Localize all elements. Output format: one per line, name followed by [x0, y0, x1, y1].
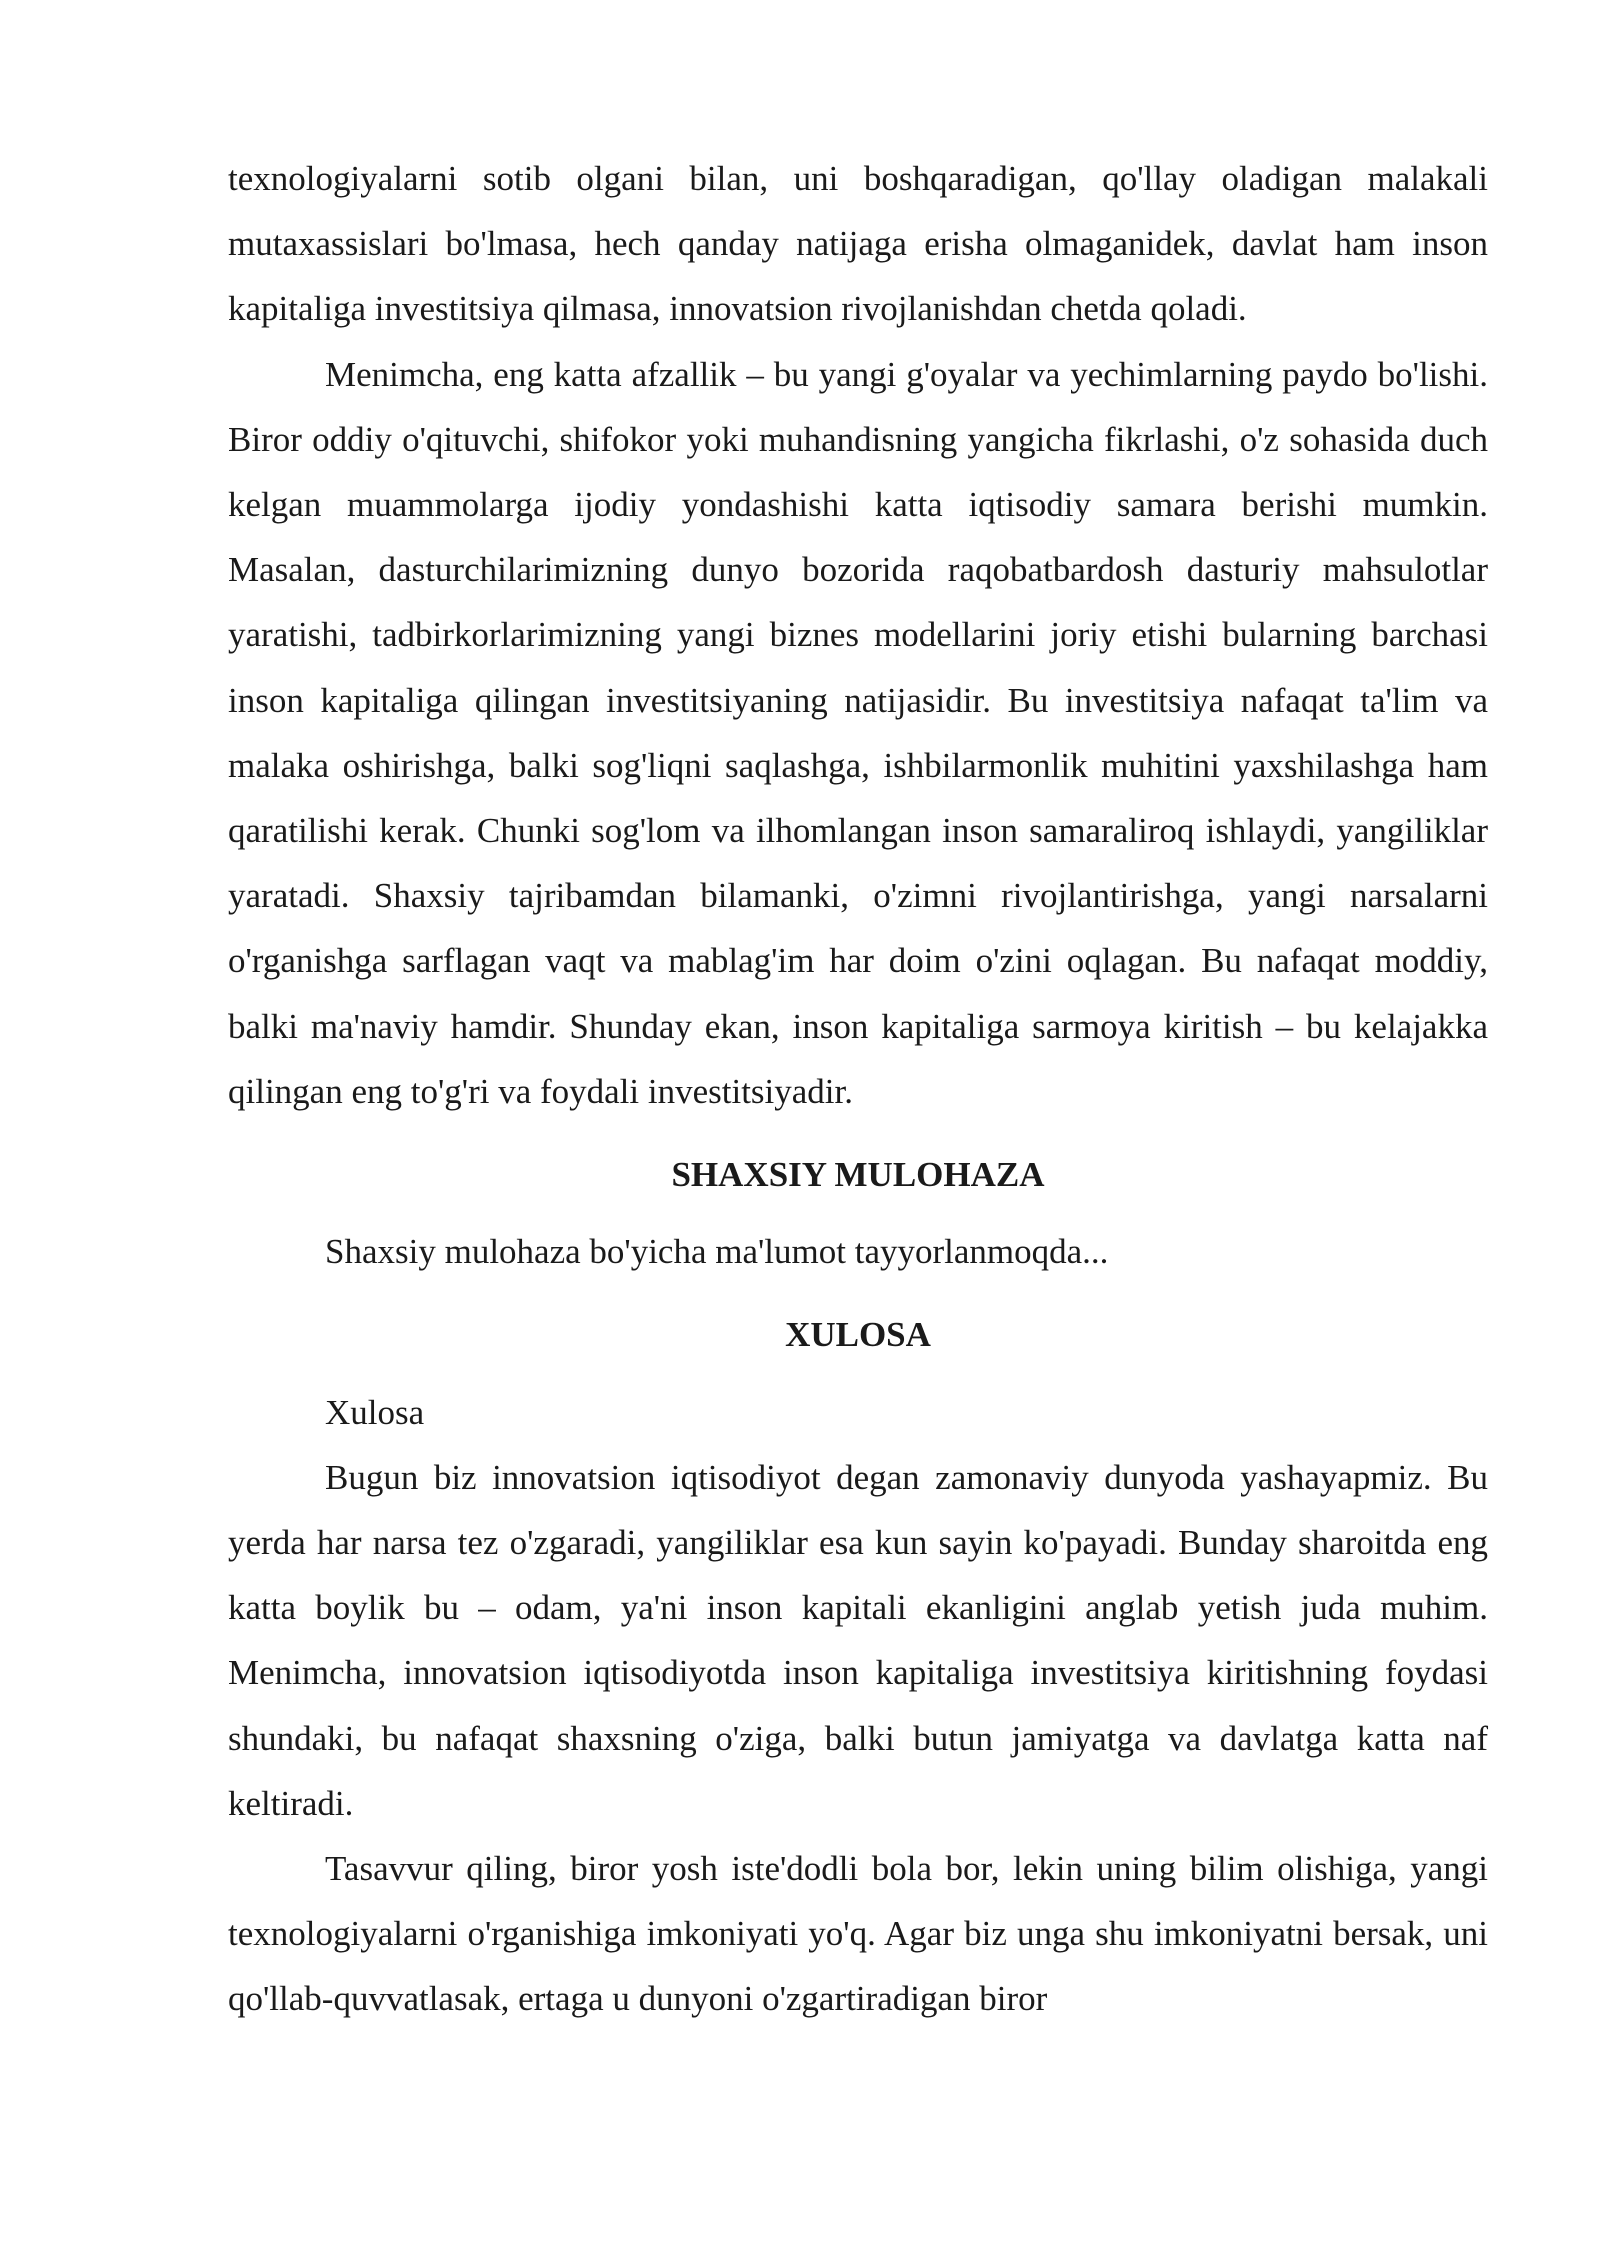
paragraph-advantage: Menimcha, eng katta afzallik – bu yangi g'oyalar va yechimlarning paydo bo'lishi. Biror oddiy o'qituvchi, shifokor yoki muhandisning yangicha fikrlashi, o'z sohasida duch kelgan muammolarga ijodiy yondashishi katta iqtisodiy samara berishi mumkin. Masalan, dasturchilarimizning dunyo bozorida raqobatbardosh dasturiy mahsulotlar yaratishi, tadbirkorlarimizning yangi biznes modellarini joriy etishi bularning barchasi inson kapitaliga qilingan investitsiyaning natijasidir. Bu investitsiya nafaqat ta'lim va malaka oshirishga, balki sog'liqni saqlashga, ishbilarmonlik muhitini yaxshilashga ham qaratilishi kerak. Chunki sog'lom va ilhomlangan inson samaraliroq ishlaydi, yangiliklar yaratadi. Shaxsiy tajribamdan bilamanki, o'zimni rivojlantirishga, yangi narsalarni o'rganishga sarflagan vaqt va mablag'im har doim o'zini oqlagan. Bu nafaqat moddiy, balki ma'naviy hamdir. Shunday ekan, inson kapitaliga sarmoya kiritish – bu kelajakka qilingan eng to'g'ri va foydali investitsiyadir.: [228, 354, 1488, 1111]
paragraph-intro-continuation: texnologiyalarni sotib olgani bilan, uni boshqaradigan, qo'llay oladigan malakali mutaxassislari bo'lmasa, hech qanday natijaga erisha olmaganidek, davlat ham inson kapitaliga investitsiya qilmasa, innovatsion rivojlanishdan chetda qoladi.: [228, 159, 1488, 329]
document-page: [228, 146, 1488, 2032]
paragraph-personal-reflection: Shaxsiy mulohaza bo'yicha ma'lumot tayyorlanmoqda...: [325, 1232, 1109, 1272]
conclusion-label: Xulosa: [325, 1392, 425, 1432]
heading-personal-reflection: SHAXSIY MULOHAZA: [671, 1155, 1045, 1195]
heading-conclusion: XULOSA: [785, 1315, 931, 1355]
paragraph-conclusion-2: Tasavvur qiling, biror yosh iste'dodli bola bor, lekin uning bilim olishiga, yangi texnologiyalarni o'rganishiga imkoniyati yo'q. Agar biz unga shu imkoniyatni bersak, uni qo'llab-quvvatlasak, ertaga u dunyoni o'zgartiradigan biror: [228, 1849, 1488, 2019]
paragraph-conclusion-1: Bugun biz innovatsion iqtisodiyot degan zamonaviy dunyoda yashayapmiz. Bu yerda har narsa tez o'zgaradi, yangiliklar esa kun sayin ko'payadi. Bunday sharoitda eng katta boylik bu – odam, ya'ni inson kapitali ekanligini anglab yetish juda muhim. Menimcha, innovatsion iqtisodiyotda inson kapitaliga investitsiya kiritishning foydasi shundaki, bu nafaqat shaxsning o'ziga, balki butun jamiyatga va davlatga katta naf keltiradi.: [228, 1457, 1488, 1823]
